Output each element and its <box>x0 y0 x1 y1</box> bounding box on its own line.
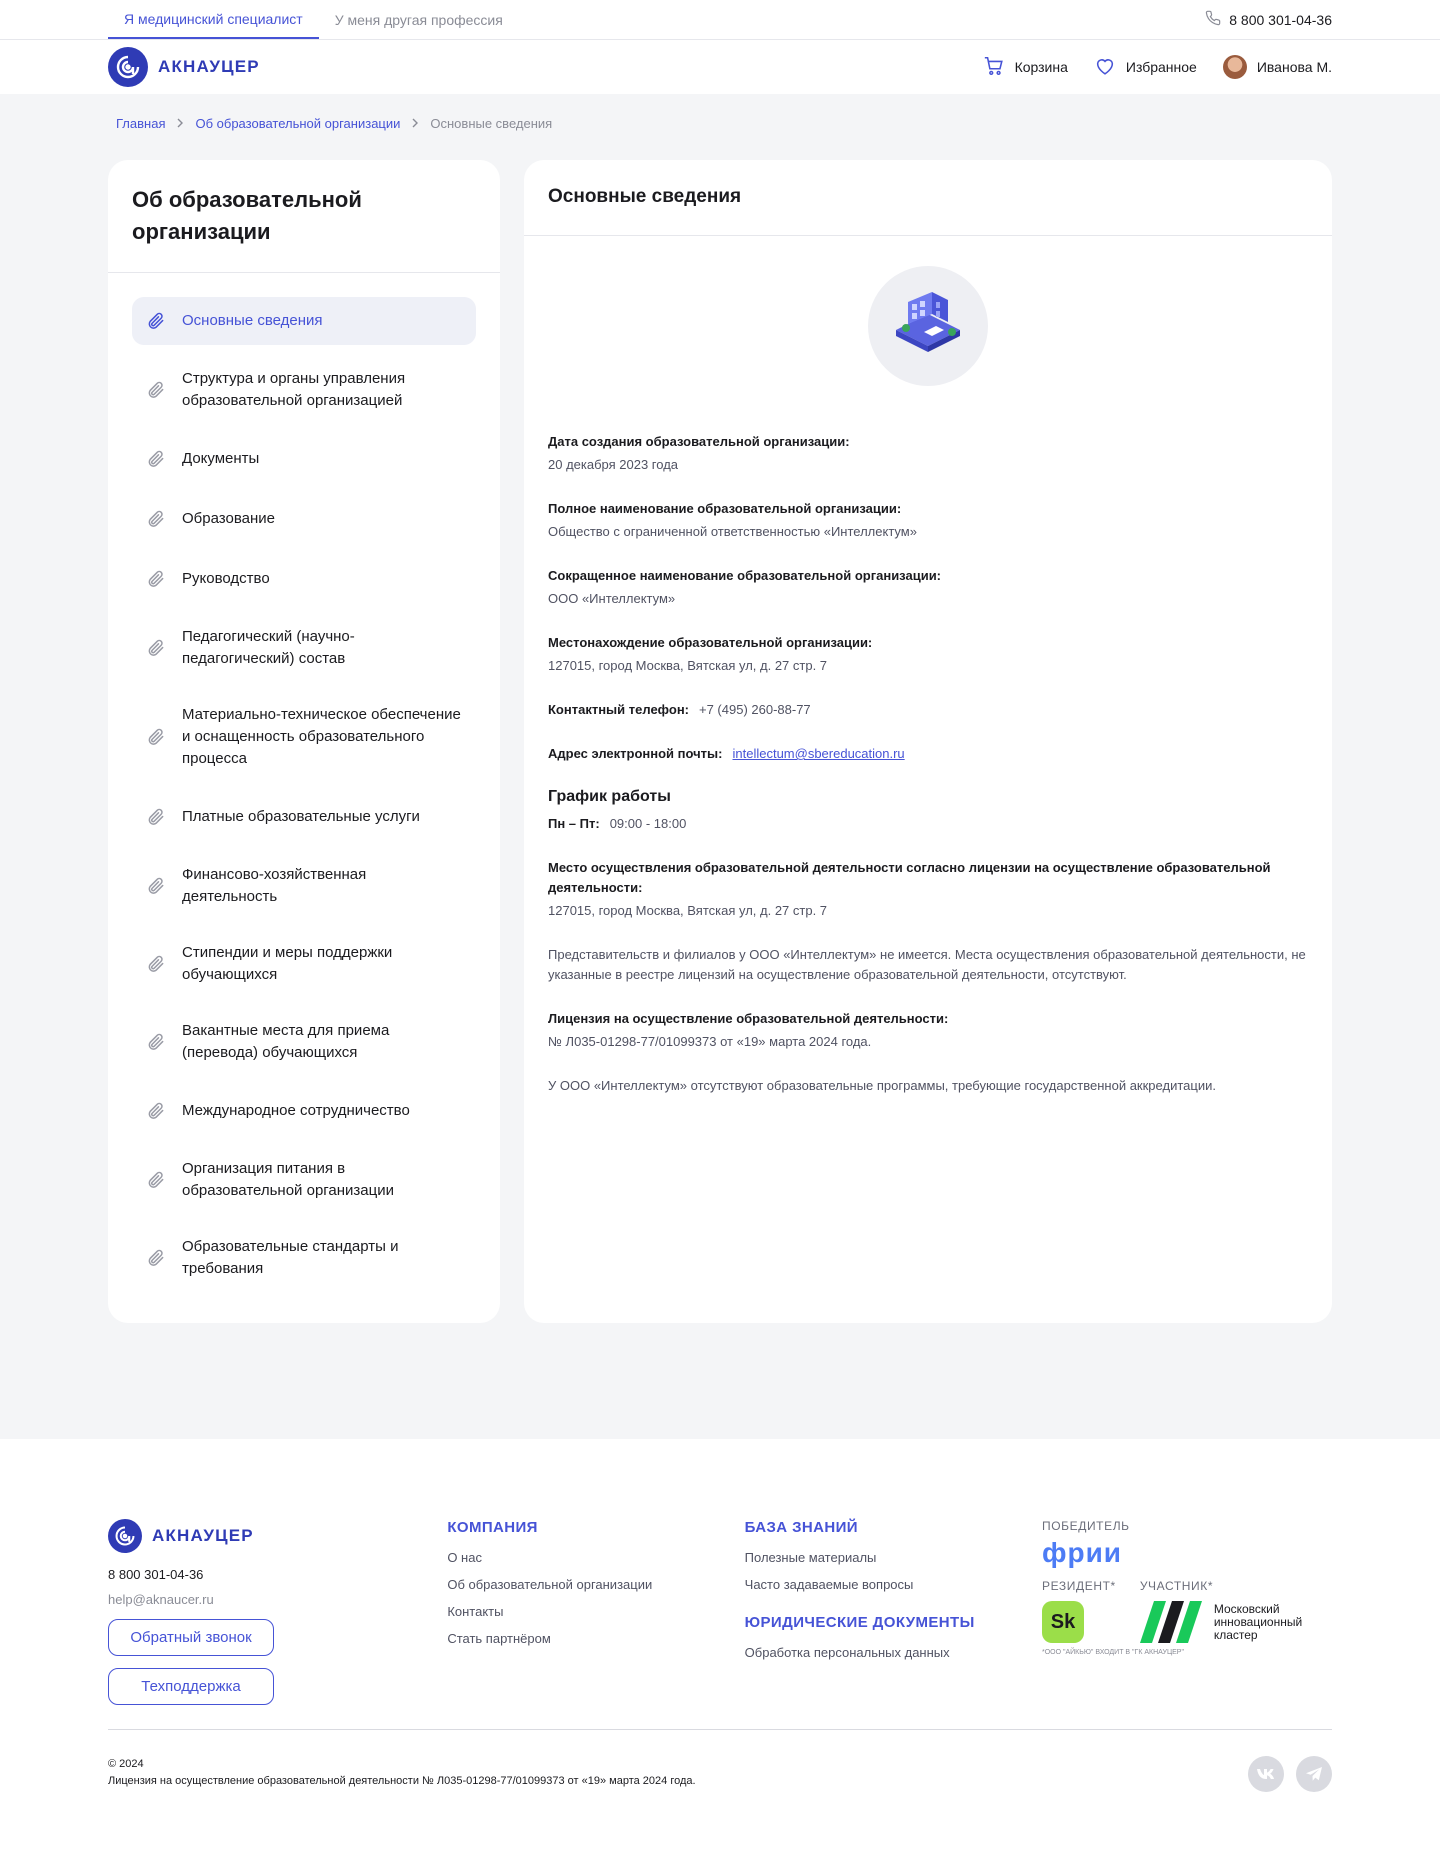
phone-icon <box>1205 10 1221 29</box>
paperclip-icon <box>146 380 166 400</box>
copyright: © 2024 <box>108 1758 144 1770</box>
full-name-field <box>548 499 1308 542</box>
creation-date-field <box>548 432 1308 475</box>
sidebar-item-label: Руководство <box>182 570 270 587</box>
winner-label: ПОБЕДИТЕЛЬ <box>1041 1519 1130 1533</box>
schedule-hours: 09:00 - 18:00 <box>609 816 687 831</box>
logo-mark-icon <box>108 1519 142 1553</box>
frii-logo: фрии <box>1041 1537 1123 1568</box>
content-body <box>524 236 1332 1160</box>
site-header <box>0 40 1440 94</box>
paperclip-icon <box>146 807 166 827</box>
sidebar-item[interactable] <box>132 495 476 543</box>
sidebar-item[interactable] <box>132 357 476 423</box>
sidebar-item[interactable] <box>132 615 476 681</box>
short-name-field <box>548 566 1308 609</box>
footer-company <box>447 1519 717 1705</box>
content-card <box>524 160 1332 1323</box>
main-area <box>0 94 1440 1439</box>
top-phone-link[interactable] <box>1205 0 1332 39</box>
short-name-value: ООО «Интеллектум» <box>548 591 676 606</box>
legal-heading: ЮРИДИЧЕСКИЕ ДОКУМЕНТЫ <box>744 1614 975 1631</box>
footer-link-faq[interactable]: Часто задаваемые вопросы <box>744 1577 914 1592</box>
page-title: Основные сведения <box>524 160 1332 236</box>
footer-link-partner[interactable]: Стать партнёром <box>447 1631 551 1646</box>
paperclip-icon <box>146 727 166 747</box>
chevron-right-icon <box>410 116 420 131</box>
footer-link-contacts[interactable]: Контакты <box>447 1604 504 1619</box>
mik-text <box>1214 1603 1302 1642</box>
breadcrumb <box>108 110 1332 136</box>
knowledge-heading: БАЗА ЗНАНИЙ <box>744 1519 858 1536</box>
mik-logo-icon <box>1140 1601 1206 1643</box>
schedule-days: Пн – Пт: <box>548 816 600 831</box>
site-footer <box>0 1439 1440 1852</box>
audience-tabs <box>108 0 519 39</box>
callback-button[interactable]: Обратный звонок <box>108 1619 274 1656</box>
paperclip-icon <box>146 876 166 896</box>
license-value: № Л035-01298-77/01099373 от «19» марта 2024 года. <box>548 1034 872 1049</box>
footer-knowledge <box>745 1519 1015 1705</box>
company-heading: КОМПАНИЯ <box>447 1519 538 1536</box>
license-place-label: Место осуществления образовательной деятельности согласно лицензии на осуществление образовательной деятельности: <box>548 860 1271 895</box>
sidebar-item-label: Платные образовательные услуги <box>182 808 420 825</box>
mik-logo <box>1140 1601 1302 1643</box>
breadcrumb-current: Основные сведения <box>430 115 553 131</box>
footer-legal <box>108 1756 696 1790</box>
footer-email[interactable]: help@aknaucer.ru <box>108 1592 214 1607</box>
sidebar-item-label: Основные сведения <box>182 312 323 329</box>
footer-link-organization[interactable]: Об образовательной организации <box>447 1577 653 1592</box>
vk-icon[interactable] <box>1248 1756 1284 1792</box>
mik-text-line: инновационный <box>1213 1614 1303 1629</box>
skolkovo-logo: Sk <box>1042 1601 1084 1643</box>
full-name-label: Полное наименование образовательной организации: <box>548 501 902 516</box>
sidebar-item-label: Международное сотрудничество <box>182 1102 410 1119</box>
sidebar-item[interactable] <box>132 435 476 483</box>
schedule-field <box>548 814 1308 834</box>
phone-field <box>548 700 1308 720</box>
footer-phone[interactable]: 8 800 301-04-36 <box>108 1567 204 1582</box>
paperclip-icon <box>146 1101 166 1121</box>
header-actions <box>983 55 1332 80</box>
cart-label: Корзина <box>1014 59 1068 75</box>
short-name-label: Сокращенное наименование образовательной организации: <box>548 568 942 583</box>
paperclip-icon <box>146 1032 166 1052</box>
chevron-right-icon <box>175 116 185 131</box>
accreditation-text: У ООО «Интеллектум» отсутствуют образовательные программы, требующие государственной аккредитации. <box>548 1078 1216 1093</box>
full-name-value: Общество с ограниченной ответственностью «Интеллектум» <box>548 524 917 539</box>
location-value: 127015, город Москва, Вятская ул, д. 27 стр. 7 <box>548 658 828 673</box>
sidebar-item[interactable] <box>132 793 476 841</box>
sidebar <box>108 160 500 1323</box>
footer-bottom <box>108 1730 1332 1852</box>
cart-link[interactable] <box>983 55 1068 80</box>
resident-badge <box>1042 1579 1116 1643</box>
paperclip-icon <box>146 954 166 974</box>
mik-text-line: кластер <box>1213 1627 1258 1642</box>
sidebar-item-label: Организация питания в образовательной организации <box>182 1160 394 1199</box>
sidebar-item-label: Стипендии и меры поддержки обучающихся <box>182 944 393 983</box>
sidebar-item[interactable] <box>132 853 476 919</box>
favorites-link[interactable] <box>1094 55 1197 80</box>
license-place-field <box>548 858 1308 921</box>
logo-text: АКНАУЦЕР <box>158 57 260 76</box>
sidebar-item[interactable] <box>132 1009 476 1075</box>
header-logo[interactable] <box>108 47 260 87</box>
schedule-title: График работы <box>548 788 671 805</box>
paperclip-icon <box>146 509 166 529</box>
paperclip-icon <box>146 569 166 589</box>
badges-row <box>1042 1579 1332 1643</box>
participant-badge <box>1140 1579 1302 1643</box>
paperclip-icon <box>146 311 166 331</box>
sidebar-item-label: Педагогический (научно-педагогический) состав <box>182 628 355 667</box>
sidebar-menu <box>108 273 500 1291</box>
sidebar-item[interactable] <box>132 693 476 781</box>
breadcrumb-home[interactable]: Главная <box>116 115 166 131</box>
license-label: Лицензия на осуществление образовательной деятельности: <box>548 1011 949 1026</box>
phone-label: Контактный телефон: <box>548 702 689 717</box>
avatar <box>1223 55 1247 79</box>
sidebar-item-label: Материально-техническое обеспечение и оснащенность образовательного процесса <box>182 706 461 767</box>
mik-text-line: Московский <box>1213 1601 1280 1616</box>
logo-mark-icon <box>108 47 148 87</box>
content-columns <box>108 160 1332 1323</box>
footer-logo[interactable] <box>108 1519 420 1553</box>
building-illustration <box>868 266 988 386</box>
footer-license-line: Лицензия на осуществление образовательной деятельности № Л035-01298-77/01099373 от «19» марта 2024 года. <box>108 1775 696 1787</box>
phone-value: +7 (495) 260-88-77 <box>699 702 811 717</box>
sidebar-item[interactable] <box>132 1225 476 1291</box>
cart-icon <box>983 55 1005 80</box>
footer-logo-text: АКНАУЦЕР <box>152 1526 254 1545</box>
footer-link-about[interactable]: О нас <box>447 1550 482 1565</box>
paperclip-icon <box>146 1170 166 1190</box>
creation-date-label: Дата создания образовательной организации: <box>548 434 850 449</box>
tab-other-profession[interactable]: У меня другая профессия <box>334 11 503 28</box>
top-phone-number: 8 800 301-04-36 <box>1229 11 1332 28</box>
email-link[interactable]: intellectum@sbereducation.ru <box>732 746 905 761</box>
group-note: *ООО "АЙКЬЮ" ВХОДИТ В "ГК АКНАУЦЕР" <box>1041 1649 1184 1656</box>
paperclip-icon <box>146 638 166 658</box>
top-bar <box>0 0 1440 40</box>
heart-icon <box>1094 55 1116 80</box>
breadcrumb-section[interactable]: Об образовательной организации <box>195 115 401 131</box>
sidebar-item[interactable] <box>132 1087 476 1135</box>
support-button[interactable]: Техподдержка <box>108 1668 274 1705</box>
paperclip-icon <box>146 1248 166 1268</box>
footer-link-materials[interactable]: Полезные материалы <box>744 1550 877 1565</box>
location-label: Местонахождение образовательной организации: <box>548 635 873 650</box>
tab-medical-specialist[interactable]: Я медицинский специалист <box>108 0 319 39</box>
participant-label: УЧАСТНИК* <box>1139 1579 1214 1593</box>
email-label: Адрес электронной почты: <box>548 746 723 761</box>
sidebar-item[interactable] <box>132 555 476 603</box>
sidebar-item-label: Финансово-хозяйственная деятельность <box>182 866 367 905</box>
user-menu[interactable] <box>1223 55 1332 79</box>
telegram-icon[interactable] <box>1296 1756 1332 1792</box>
sidebar-item-label: Вакантные места для приема (перевода) обучающихся <box>182 1022 390 1061</box>
creation-date-value: 20 декабря 2023 года <box>548 457 679 472</box>
license-field <box>548 1009 1308 1052</box>
sidebar-item[interactable] <box>132 931 476 997</box>
branches-text: Представительств и филиалов у ООО «Интеллектум» не имеется. Места осуществления образовательной деятельности, не указанные в реестре лицензий на осуществление образовательной деятельности, отсутствуют. <box>548 947 1306 982</box>
sidebar-item-label: Образовательные стандарты и требования <box>182 1238 399 1277</box>
location-field <box>548 633 1308 676</box>
license-place-value: 127015, город Москва, Вятская ул, д. 27 стр. 7 <box>548 903 828 918</box>
sidebar-item[interactable] <box>132 1147 476 1213</box>
sidebar-item-label: Структура и органы управления образовательной организацией <box>182 370 406 409</box>
paperclip-icon <box>146 449 166 469</box>
footer-contacts <box>108 1519 420 1705</box>
user-name: Иванова М. <box>1256 59 1332 75</box>
resident-label: РЕЗИДЕНТ* <box>1041 1579 1116 1593</box>
footer-columns <box>108 1519 1332 1730</box>
sidebar-item[interactable] <box>132 297 476 345</box>
footer-link-personal-data[interactable]: Обработка персональных данных <box>744 1645 950 1660</box>
sidebar-item-label: Документы <box>182 450 260 467</box>
social-links <box>1248 1756 1332 1792</box>
sidebar-title: Об образовательной организации <box>108 160 500 273</box>
sidebar-item-label: Образование <box>182 510 275 527</box>
favorites-label: Избранное <box>1125 59 1197 75</box>
email-field <box>548 744 1308 764</box>
footer-awards <box>1042 1519 1332 1705</box>
